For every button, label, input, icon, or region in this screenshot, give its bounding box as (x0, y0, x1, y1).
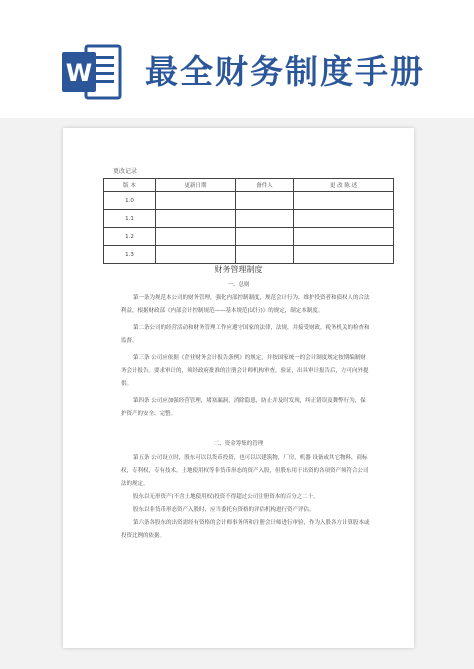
table-row (104, 192, 394, 210)
word-document-icon (60, 40, 124, 104)
description-cell (294, 246, 394, 264)
header-version: 版 本 (104, 179, 156, 192)
date-cell (156, 228, 236, 246)
date-cell (156, 210, 236, 228)
header-update-date: 更新日期 (156, 179, 236, 192)
table-row (104, 210, 394, 228)
preparer-cell (236, 192, 294, 210)
paragraph: 第六条各股东的出资需经有资格的会计师事务所和注册会计师进行审验，作为入股各方计算股本或投资比例的依据。 (121, 520, 370, 539)
version-cell: 1.3 (104, 246, 156, 264)
revision-header-row (104, 179, 394, 192)
section-heading-capital: 二、资金筹集的管理 (213, 441, 264, 447)
table-row (104, 246, 394, 264)
header-preparer: 备件人 (236, 179, 294, 192)
version-cell: 1.1 (104, 210, 156, 228)
paragraph: 第四条 公司应加强经营管理，堵塞漏洞，消除隐患，防止并及时发现，纠正错误及舞弊行为，保护资产的安全、完整。 (121, 398, 366, 417)
preparer-cell (236, 228, 294, 246)
preparer-cell (236, 246, 294, 264)
description-cell (294, 192, 394, 210)
preparer-cell (236, 210, 294, 228)
section-heading-general: 一、总则 (227, 282, 250, 288)
version-cell: 1.0 (104, 192, 156, 210)
date-cell (156, 192, 236, 210)
version-cell: 1.2 (104, 228, 156, 246)
paragraph: 第一条为规范本公司的财务管理，强化内部控制制度，规范会计行为，维护投资者和债权人的合法利益，根据财政部《内部会计控制规范——基本规范(试行)》的规定，制定本制度。 (121, 295, 370, 314)
banner-title: 最全财务制度手册 (145, 52, 425, 91)
paragraph: 第三条 公司应依据《企业财务会计报告条例》的规定，并按国家统一的会计制度规定按期编制财务会计报告。要求审计的，须经政府批准的注册会计师机构审查，验证，出具审计报告后，方可向外提供。 (121, 355, 369, 387)
paragraph: 第五条 公司设立时，股东可以以货币投资，也可以以建筑物，厂房，机器 设备或其它物料，商标权，专利权，专有技术，土地使用权等非货币形态的资产入股，但股东用于出资的各项资产须符合公司法的规定。 (121, 455, 369, 487)
table-row (104, 228, 394, 246)
header-change-description: 更 改 陈 述 (294, 179, 394, 192)
paragraph: 股东以无形资产(不含土地使用权)投资不得超过公司注册资本的百分之二十。 (133, 494, 319, 500)
paragraph: 第二条公司的经营活动和财务管理工作应遵守国家的法律，法规，并接受财政，税务机关的检查和监督。 (121, 325, 370, 344)
description-cell (294, 210, 394, 228)
capital-raising-provisions (121, 452, 371, 543)
word-logo-letter: W (65, 59, 93, 87)
description-cell (294, 228, 394, 246)
revision-table (103, 178, 394, 264)
date-cell (156, 246, 236, 264)
paragraph: 股东以非货币形态资产入股时，应当委托有资格的评估机构进行资产评估。 (133, 507, 315, 513)
document-body (63, 128, 414, 648)
revision-caption: 更改记录 (113, 168, 138, 175)
document-page (63, 128, 414, 648)
general-provisions (121, 292, 371, 421)
banner (0, 0, 474, 118)
document-title: 财务管理制度 (214, 265, 263, 274)
